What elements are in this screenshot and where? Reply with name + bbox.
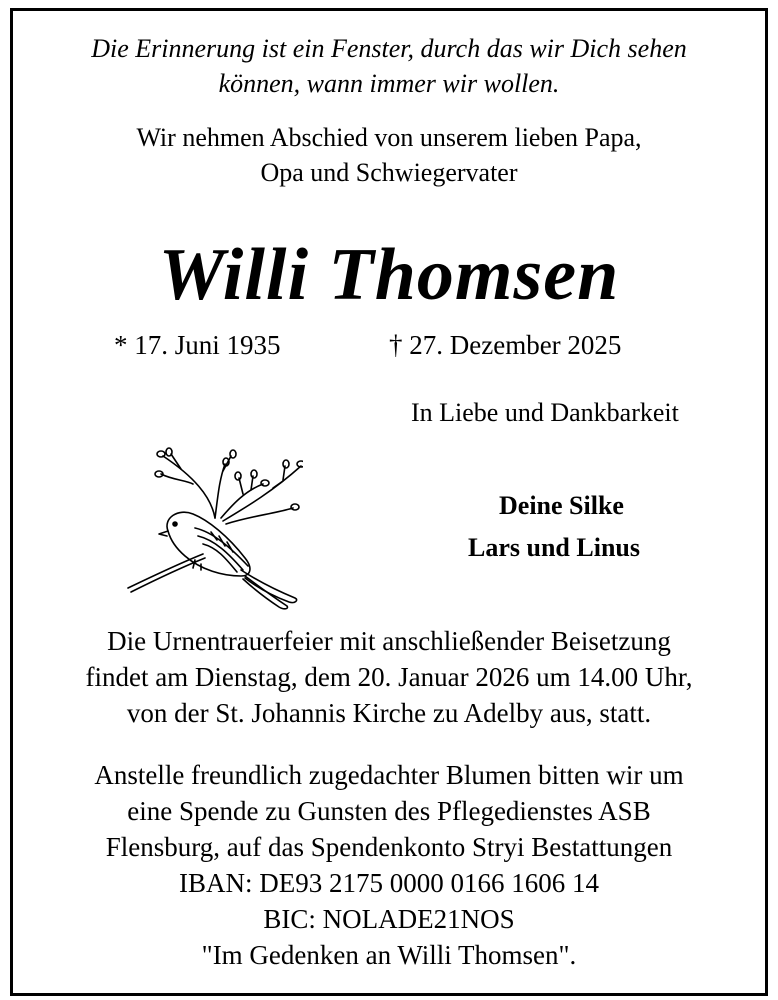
donation-line-1: Anstelle freundlich zugedachter Blumen bitten wir um [94, 760, 684, 790]
ceremony-line-1: Die Urnentrauerfeier mit anschließender Beisetzung [107, 626, 671, 656]
ceremony-line-3: von der St. Johannis Kirche zu Adelby aus, statt. [126, 698, 652, 728]
donation-reference: "Im Gedenken an Willi Thomsen". [201, 940, 577, 970]
donation-line-3: Flensburg, auf das Spendenkonto Stryi Bestattungen [105, 832, 673, 862]
bic: BIC: NOLADE21NOS [263, 904, 515, 934]
mourner-line-2: Lars und Linus [468, 533, 640, 562]
deceased-name: Willi Thomsen [158, 234, 620, 316]
bird-on-branch-illustration [123, 436, 303, 611]
ceremony-line-2: findet am Dienstag, dem 20. Januar 2026 um 14.00 Uhr, [85, 662, 693, 692]
quote-line-1: Die Erinnerung ist ein Fenster, durch das wir Dich sehen [91, 34, 687, 63]
donation-line-2: eine Spende zu Gunsten des Pflegedienstes ASB [127, 796, 651, 826]
obituary-frame [10, 8, 768, 996]
death-date: † 27. Dezember 2025 [389, 330, 622, 360]
mourner-line-1: Deine Silke [499, 491, 624, 520]
birth-date: * 17. Juni 1935 [114, 330, 281, 360]
quote-line-2: können, wann immer wir wollen. [218, 69, 560, 98]
iban: IBAN: DE93 2175 0000 0166 1606 14 [179, 868, 599, 898]
farewell-line-1: Wir nehmen Abschied von unserem lieben Papa, [136, 123, 642, 152]
mourners-intro: In Liebe und Dankbarkeit [411, 398, 679, 427]
farewell-line-2: Opa und Schwiegervater [260, 158, 518, 187]
